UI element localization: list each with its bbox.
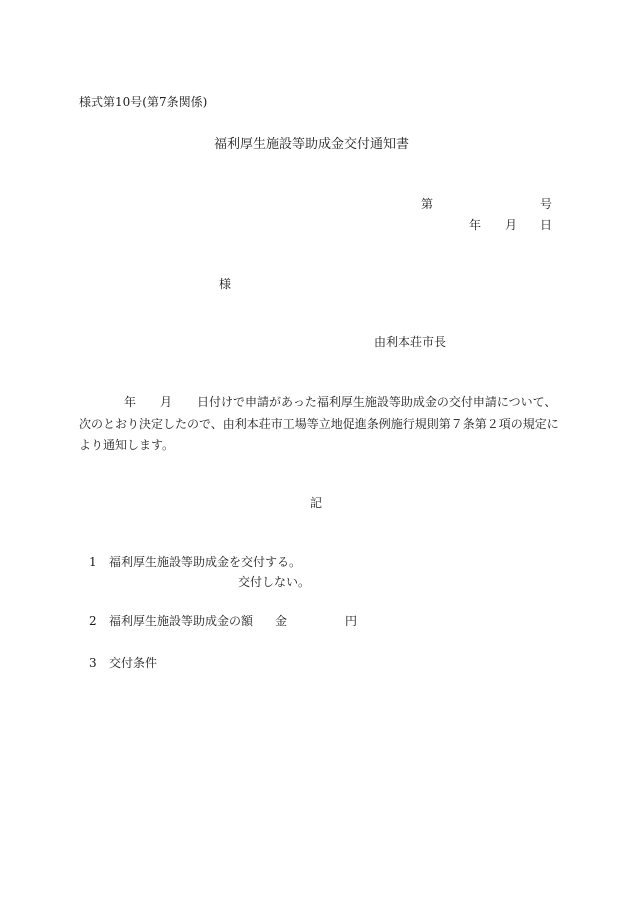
body-text-line-2: 次のとおり決定したので、由利本荘市工場等立地促進条例施行規則第７条第２項の規定に (79, 417, 559, 431)
doc-number-suffix: 号 (540, 197, 553, 211)
item-2-text: 福利厚生施設等助成金の額 (109, 614, 254, 628)
item-1-alternative: 交付しない。 (238, 575, 311, 589)
date-year: 年 (469, 218, 482, 232)
document-title: 福利厚生施設等助成金交付通知書 (214, 137, 410, 152)
date-month: 月 (505, 218, 518, 232)
item-3-number: 3 (89, 656, 97, 670)
date-day: 日 (540, 218, 553, 232)
issuer: 由利本荘市長 (374, 335, 447, 349)
item-2-kin: 金 (275, 614, 288, 628)
body-text-line-3: より通知します。 (79, 438, 175, 452)
item-2-yen: 円 (345, 614, 358, 628)
item-1-text: 福利厚生施設等助成金を交付する。 (109, 555, 302, 569)
recipient-honorific: 様 (219, 277, 232, 291)
item-3-text: 交付条件 (109, 656, 158, 670)
body-text-line-1: 日付けで申請があった福利厚生施設等助成金の交付申請について、 (197, 395, 557, 409)
body-year: 年 (124, 395, 137, 409)
body-month: 月 (160, 395, 173, 409)
item-1-number: 1 (89, 555, 97, 569)
form-number: 様式第10号(第7条関係) (79, 95, 208, 109)
item-2-number: 2 (89, 614, 97, 628)
ki-heading: 記 (310, 496, 323, 510)
doc-number-prefix: 第 (421, 197, 434, 211)
